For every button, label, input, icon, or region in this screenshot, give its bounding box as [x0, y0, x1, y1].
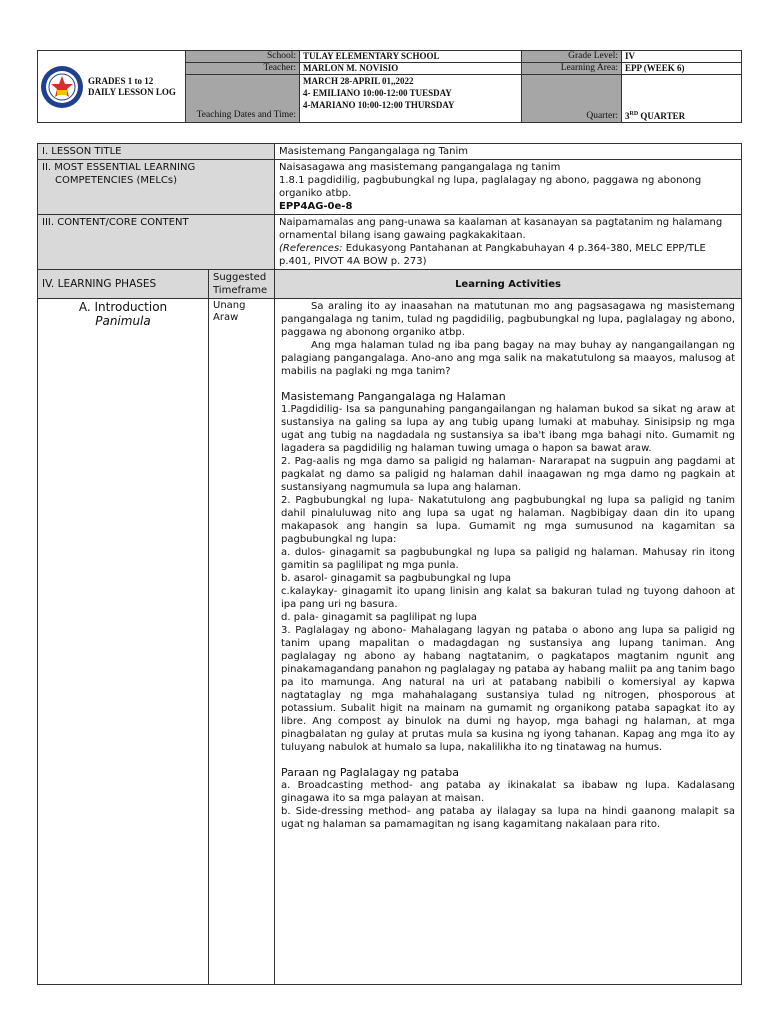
item-broadcasting: a. Broadcasting method- ang pataba ay ikinakalat sa ibabaw ng lupa. Kadalasang ginagawa ito sa mga palayan at maisan. — [281, 780, 736, 804]
dates-line-3: 4-MARIANO 10:00-12:00 THURSDAY — [303, 100, 455, 110]
phases-header-row — [38, 270, 742, 299]
quarter-label: Quarter: — [522, 75, 622, 123]
subheading-paraan-pataba: Paraan ng Paglalagay ng pataba — [281, 766, 459, 779]
learning-activities-cell — [275, 299, 742, 985]
introduction-row — [38, 299, 742, 985]
grade-level-value: IV — [622, 51, 742, 63]
header-logo-cell — [38, 51, 186, 123]
item-pag-aalis-damo: 2. Pag-aalis ng mga damo sa paligid ng halaman- Nararapat na sugpuin ang pagdami at pagkalat ng damo sa paligid ng halaman dahil inaagawan ng mga damo ng pagkain at sustansiyang nagmumula sa lupa ang halaman. — [281, 456, 736, 493]
melc-code: EPP4AG-0e-8 — [279, 201, 353, 212]
phases-header-time: Suggested Timeframe — [209, 270, 275, 299]
melc-label-line2: COMPETENCIES (MELCs) — [55, 175, 178, 186]
lesson-title-label: I. LESSON TITLE — [38, 144, 275, 160]
introduction-subtitle: Panimula — [95, 314, 151, 328]
subheading-masistemang-pangangalaga: Masistemang Pangangalaga ng Halaman — [281, 390, 506, 403]
school-value: TULAY ELEMENTARY SCHOOL — [300, 51, 522, 63]
teacher-value: MARLON M. NOVISIO — [300, 63, 522, 75]
item-side-dressing: b. Side-dressing method- ang pataba ay ilalagay sa lupa na hindi gaanong malapit sa ugat ng halaman sa pamamagitan ng isang kagamitang nakalaan para rito. — [281, 806, 736, 830]
learning-area-label: Learning Area: — [522, 63, 622, 75]
content-value — [275, 215, 742, 270]
item-paglalagay-abono: 3. Paglalagay ng abono- Mahalagang lagyan ng pataba o abono ang lupa sa paligid ng tanim upang mapalitan o madagdagan ng sustansiya ang lupang taniman. Ang paglalagay ng abono ay habang nagtatanim, o pagkatapos magtanim ngunit ang pinakamagandang panahon ng paglalagay ng pataba ay habang maliit pa ang tanim bago pa ito mamunga. Ang natural na uri at patabang nabibili o komersiyal ay kapwa nagtataglay ng mga mahahalagang sustansiya tulad ng nitrogen, phosporous at potassium. Subalit higit na mainam na gumamit ng organikong pataba sapagkat ito ay libre. Ang compost ay binulok na dumi ng hayop, mga bahagi ng halaman, at mga pinagbalatan ng gulay at prutas mula sa kusina ng iyong tahanan. Kapag ang mga ito ay tuluyang nabulok at humalo sa lupa, nakalilikha ito ng tinatawag na humus. — [281, 625, 736, 753]
deped-seal-icon — [40, 65, 84, 109]
references-label: (References: — [279, 243, 343, 254]
quarter-number: 3 — [625, 111, 630, 121]
item-pala: d. pala- ginagamit sa paglilipat ng lupa — [281, 612, 478, 623]
grade-level-label: Grade Level: — [522, 51, 622, 63]
teaching-dates-label: Teaching Dates and Time: — [186, 75, 300, 123]
content-text: Naipamamalas ang pang-unawa sa kaalaman at kasanayan sa pagtatanim ng halamang ornamental bilang isang gawaing pagkakakitaan. — [279, 217, 723, 241]
item-pagdidilig: 1.Pagdidilig- Isa sa pangunahing pangangailangan ng halaman bukod sa sikat ng araw at sustansiya na galing sa lupa ay ang tubig upang lumaki at mabuhay. Sinisipsip ng mga ugat ang tubig na nagdadala ng sustansiya sa iba't ibang mga bahagi nito. Gumamit ng lagadera sa pagdidilig ng halaman tuwing umaga o hapon sa bawat araw. — [281, 404, 736, 454]
lesson-title-value: Masistemang Pangangalaga ng Tanim — [275, 144, 742, 160]
melc-line2: 1.8.1 pagdidilig, pagbubungkal ng lupa, paglalagay ng abono, paggawa ng abonong organiko atbp. — [279, 175, 702, 199]
timeframe-value: Unang Araw — [209, 299, 275, 985]
dll-title-line2: DAILY LESSON LOG — [88, 86, 176, 97]
references-body: Edukasyong Pantahanan at Pangkabuhayan 4 p.364-380, MELC EPP/TLE p.401, PIVOT 4A BOW p. 273) — [279, 243, 706, 267]
quarter-text: QUARTER — [640, 111, 686, 121]
dll-header-table — [37, 50, 742, 123]
dates-line-2: 4- EMILIANO 10:00-12:00 TUESDAY — [303, 88, 452, 98]
melc-label-line1: II. MOST ESSENTIAL LEARNING — [42, 162, 196, 173]
introduction-title: A. Introduction — [78, 300, 168, 314]
school-label: School: — [186, 51, 300, 63]
content-label: III. CONTENT/CORE CONTENT — [38, 215, 275, 270]
activity-paragraph-1: Sa araling ito ay inaasahan na matutunan mo ang pagsasagawa ng masistemang pangangalaga ng tanim, tulad ng pagdidilig, pagbubungkal ng lupa, paglalagay ng abono, paggawa ng abonong organiko atbp. — [281, 301, 736, 338]
dates-line-1: MARCH 28-APRIL 01,,2022 — [303, 76, 414, 86]
introduction-phase-cell — [38, 299, 209, 985]
melc-line1: Naisasagawa ang masistemang pangangalaga ng tanim — [279, 162, 561, 173]
quarter-suffix: RD — [629, 111, 639, 117]
lesson-plan-table — [37, 143, 742, 985]
references-text — [279, 242, 737, 268]
learning-area-value: EPP (WEEK 6) — [622, 63, 742, 75]
activity-paragraph-2: Ang mga halaman tulad ng iba pang bagay na may buhay ay nangangailangan ng palagiang pangangalaga. Ano-ano ang mga salik na makatutulong sa maayos, malusog at mabilis na paglaki ng mga tanim? — [281, 340, 736, 377]
item-asarol: b. asarol- ginagamit sa pagbubungkal ng lupa — [281, 573, 512, 584]
quarter-value — [622, 75, 742, 123]
melc-value — [275, 160, 742, 215]
phases-header-activities: Learning Activities — [275, 270, 742, 299]
melc-label — [38, 160, 275, 215]
dll-title-line1: GRADES 1 to 12 — [88, 75, 154, 86]
teacher-label: Teacher: — [186, 63, 300, 75]
phases-header-phase: IV. LEARNING PHASES — [38, 270, 209, 299]
item-dulos: a. dulos- ginagamit sa pagbubungkal ng lupa sa paligid ng halaman. Mahusay rin itong gamitin sa paglilipat ng mga punla. — [281, 547, 736, 571]
teaching-dates-value — [300, 75, 522, 123]
item-kalaykay: c.kalaykay- ginagamit ito upang linisin ang kalat sa bakuran tulad ng tuyong dahoon at ipa pang uri ng basura. — [281, 586, 736, 610]
item-pagbubungkal: 2. Pagbubungkal ng lupa- Nakatutulong ang pagbubungkal ng lupa sa paligid ng tanim dahil pinaluluwag nito ang lupa sa ugat ng halaman. Nagbibigay daan din ito upang makapasok ang hangin sa lupa. Gumamit ng mga sumusunod na kagamitan sa pagbubungkal ng lupa: — [281, 495, 736, 545]
